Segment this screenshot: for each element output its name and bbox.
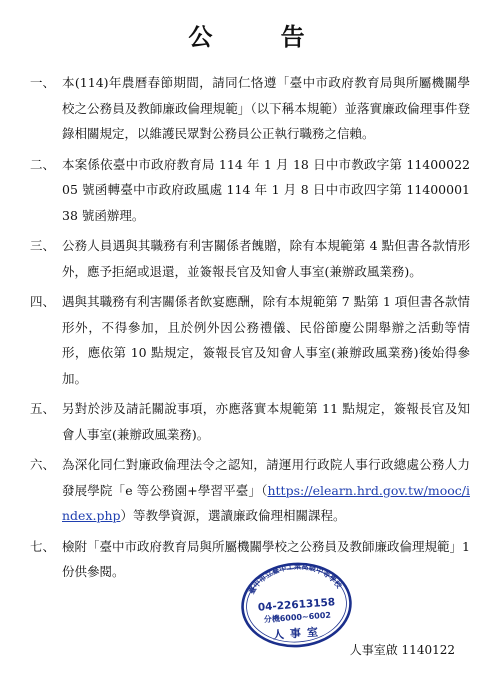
item-text-main: 另對於涉及請託關說事項，亦應落實本規範第 11 點規定，簽報長官及知會人事室(兼辦政風業務)。 xyxy=(62,401,470,442)
item-text-main: 遇與其職務有利害關係者飲宴應酬，除有本規範第 7 點第 1 項但書各款情形外，不得參加，且於例外因公務禮儀、民俗節慶公開舉辦之活動等情形，應依第 10 點規定，簽報長官及知會人事室(兼辦政風業務)後始得參加。 xyxy=(62,294,470,386)
item-text xyxy=(62,452,470,529)
personnel-office-stamp xyxy=(240,562,353,648)
signoff: 人事室啟 1140122 xyxy=(349,643,455,657)
item-text xyxy=(62,233,470,284)
announcement-item-1 xyxy=(30,70,470,147)
item-number: 五、 xyxy=(30,401,56,416)
item-text-main: 公務人員遇與其職務有利害關係者餽贈，除有本規範第 4 點但書各款情形外，應予拒絕或退還，並簽報長官及知會人事室(兼辦政風業務)。 xyxy=(62,238,470,279)
announcement-item-2 xyxy=(30,152,470,229)
announcement-item-6 xyxy=(30,452,470,529)
elearn-link[interactable]: https://elearn.hrd.gov.tw/mooc/index.php xyxy=(62,482,470,523)
item-text-main: 本案係依臺中市政府教育局 114 年 1 月 18 日中市教政字第 1140002205 號函轉臺中市政府政風處 114 年 1 月 8 日中市政四字第 1140000138 號函辦理。 xyxy=(62,156,470,223)
stamp-extension: 分機6000~6002 xyxy=(263,610,332,625)
item-number: 一、 xyxy=(30,75,56,90)
announcement-items xyxy=(30,70,470,590)
item-number: 四、 xyxy=(30,294,56,309)
announcement-item-3 xyxy=(30,233,470,284)
item-text-main: 為深化同仁對廉政倫理法令之認知，請運用行政院人事行政總處公務人力發展學院「e 等公務園+學習平臺」（ xyxy=(62,457,470,498)
item-number: 二、 xyxy=(30,156,56,172)
item-text-main: 本(114)年農曆春節期間，請同仁恪遵「臺中市政府教育局與所屬機關學校之公務員及教師廉政倫理規範」（以下稱本規範）並落實廉政倫理事件登錄相關規定，以維護民眾對公務員公正執行職務之信賴。 xyxy=(62,75,470,141)
item-text xyxy=(62,289,470,391)
page-title: 公 告 xyxy=(188,22,335,51)
stamp-ink xyxy=(240,562,353,648)
item-text-main: 檢附「臺中市政府教育局與所屬機關學校之公務員及教師廉政倫理規範」1 份供參閱。 xyxy=(62,538,470,579)
item-number: 七、 xyxy=(30,538,56,554)
item-number: 六、 xyxy=(30,457,56,472)
announcement-item-4 xyxy=(30,289,470,391)
stamp-top-text: 臺中市立臺中工業高級中等學校 xyxy=(246,562,344,596)
item-number: 三、 xyxy=(30,238,56,253)
item-text-tail: ）等教學資源，選讀廉政倫理相關課程。 xyxy=(120,508,346,523)
announcement-item-5 xyxy=(30,396,470,447)
item-text xyxy=(62,396,470,447)
item-text xyxy=(62,70,470,147)
stamp-phone: 04-22613158 xyxy=(257,596,336,614)
item-text xyxy=(62,152,470,229)
stamp-bottom-text: 人事室 xyxy=(272,625,325,642)
